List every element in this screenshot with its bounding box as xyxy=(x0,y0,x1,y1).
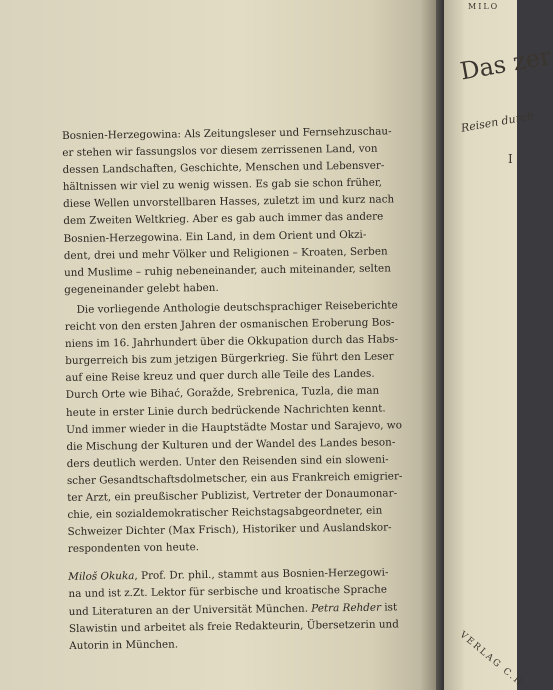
text-line: burgerreich bis zum jetzigen Bürgerkrieg. Sie führt den Leser xyxy=(65,350,394,368)
author-bio xyxy=(68,564,415,654)
text-line: Slawistin und arbeitet als freie Redakteurin, Übersetzerin und xyxy=(68,617,399,635)
text-line: die Mischung der Kulturen und der Wandel des Landes beson- xyxy=(66,436,396,453)
author-name: Miloš Okuka xyxy=(68,570,135,584)
text-line: auf eine Reise kreuz und quer durch alle Teile des Landes. xyxy=(65,367,375,385)
text-line: Durch Orte wie Bihać, Goražde, Srebrenica, Tuzla, die man xyxy=(65,385,380,402)
text-line: Die vorliegende Anthologie deutschsprachiger Reiseberichte xyxy=(76,299,398,316)
text-line: reicht von den ersten Jahren der osmanischen Eroberung Bos- xyxy=(64,316,395,334)
text-line: scher Gesandtschaftsdolmetscher, ein aus Frankreich emigrier- xyxy=(66,470,403,487)
text-line: diese Wellen unvorstellbaren Hasses, zuletzt im und kurz nach xyxy=(62,193,395,211)
author-header-fragment: MILO xyxy=(468,2,500,11)
text-line: und Muslime – ruhig nebeneinander, auch miteinander, selten xyxy=(63,262,391,279)
text-line: respondenten von heute. xyxy=(67,541,200,556)
publisher-fragment: VERLAG C.H xyxy=(457,630,526,689)
text-line: Und immer wieder in die Hauptstädte Mostar und Sarajevo, wo xyxy=(66,418,402,436)
text-line: Bosnien-Herzegowina: Als Zeitungsleser und Fernsehzuschau- xyxy=(62,125,392,142)
text-line: Bosnien-Herzegowina. Ein Land, in dem Orient und Okzi- xyxy=(63,228,367,245)
book-subtitle-fragment: Reisen durch xyxy=(460,109,535,135)
author-credentials: , Prof. Dr. phil., stammt aus Bosnien-Herzegowi- xyxy=(134,566,389,583)
paragraph-intro xyxy=(62,123,410,299)
right-page xyxy=(444,0,553,690)
bio-text: und Literaturen an der Universität München. xyxy=(68,602,312,618)
text-line: niens im 16. Jahrhundert über die Okkupation durch das Habs- xyxy=(64,333,399,351)
text-line: dem Zweiten Weltkrieg. Aber es gab auch immer das andere xyxy=(63,210,384,228)
title-mark-fragment: I xyxy=(508,152,513,166)
book-title-fragment: Das zer xyxy=(458,42,553,86)
text-line: gegeneinander gelebt haben. xyxy=(64,281,219,296)
blurb-text xyxy=(62,123,415,655)
paragraph-anthology xyxy=(64,297,414,558)
text-line: Autorin in München. xyxy=(69,638,179,652)
text-line: hältnissen wir viel zu wenig wissen. Es gab sie schon früher, xyxy=(62,176,383,194)
text-line: er stehen wir fassungslos vor diesem zerrissenen Land, von xyxy=(62,142,378,160)
editor-name: Petra Rehder xyxy=(311,601,382,615)
text-line: Schweizer Dichter (Max Frisch), Historiker und Auslandskor- xyxy=(67,521,392,539)
text-line: heute in erster Linie durch bedrückende Nachrichten kennt. xyxy=(65,402,386,419)
text-line: na und ist z.Zt. Lektor für serbische und kroatische Sprache xyxy=(68,583,388,601)
bio-text: ist xyxy=(380,600,398,614)
text-line: chie, ein sozialdemokratischer Reichstagsabgeordneter, ein xyxy=(67,504,383,522)
text-line: ders deutlich werden. Unter den Reisenden sind ein sloweni- xyxy=(66,453,389,470)
text-line: dent, drei und mehr Völker und Religionen – Kroaten, Serben xyxy=(63,245,388,262)
text-line: dessen Landschaften, Geschichte, Menschen und Lebensver- xyxy=(62,159,385,177)
text-line: ter Arzt, ein preußischer Publizist, Vertreter der Donaumonar- xyxy=(67,487,398,504)
